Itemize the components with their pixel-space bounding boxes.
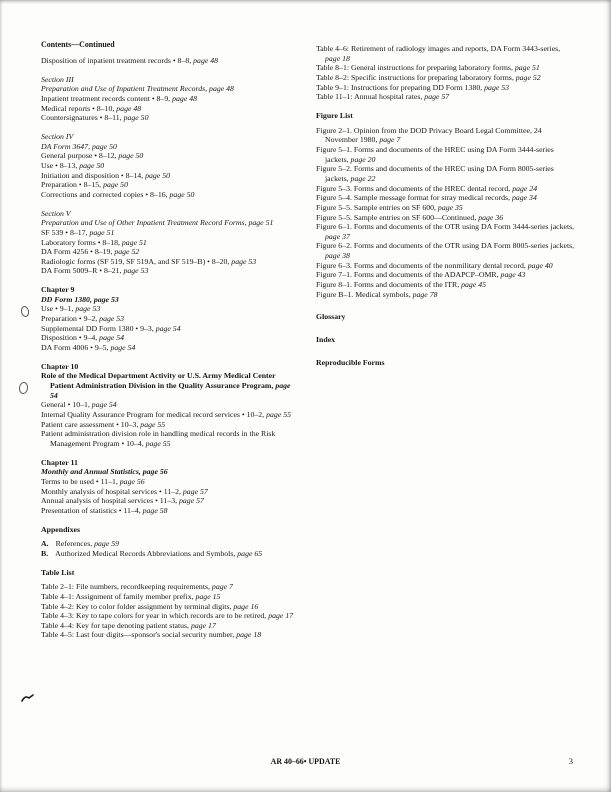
- toc-entry: [316, 184, 576, 194]
- toc-entry-page: page 50: [101, 180, 128, 190]
- toc-heading: [41, 285, 297, 295]
- toc-entry: [41, 602, 297, 612]
- toc-columns: [41, 40, 576, 640]
- toc-entry-text: Chapter 9: [41, 285, 75, 295]
- toc-entry-text: Figure 5–4. Sample message format for stray medical records,: [316, 193, 510, 203]
- toc-entry-text: General purpose • 8–12,: [41, 151, 117, 161]
- toc-entry-page: page 45: [459, 280, 487, 290]
- toc-entry-text: Table 4–2: Key to color folder assignment by terminal digits,: [41, 601, 232, 611]
- toc-entry: [41, 429, 297, 448]
- document-id: AR 40–66• UPDATE: [270, 757, 341, 766]
- toc-entry: [316, 63, 576, 73]
- toc-entry-page: page 50: [116, 151, 144, 161]
- toc-entry-text: DA Form 3647, page 50: [41, 141, 117, 151]
- toc-entry: [41, 611, 297, 621]
- toc-entry-page: page 55: [143, 438, 171, 448]
- toc-entry-page: page 20: [348, 154, 376, 164]
- toc-entry-page: page 50: [77, 160, 105, 170]
- toc-entry-page: page 58: [140, 505, 168, 515]
- toc-entry-text: Patient administration division role in handling medical records in the Risk Management Program • 10–4,: [41, 429, 276, 448]
- left-column: [41, 40, 297, 640]
- toc-entry-page: page 18: [325, 53, 350, 63]
- toc-entry-text: Reproducible Forms: [316, 357, 385, 367]
- pen-mark-icon: [21, 692, 35, 710]
- toc-entry-page: page 57: [422, 92, 450, 102]
- toc-entry-text: Table 4–3: Key to tape colors for year in which records are to be retired,: [41, 611, 267, 621]
- toc-entry: [41, 161, 297, 171]
- toc-entry-page: page 59: [92, 539, 120, 549]
- toc-entry-text: Glossary: [316, 312, 346, 322]
- toc-entry-page: page 53: [482, 82, 510, 92]
- toc-entry-page: page 24: [510, 183, 538, 193]
- toc-entry: [41, 190, 297, 200]
- toc-entry-text: Disposition • 9–4,: [41, 333, 98, 343]
- toc-heading: [41, 525, 297, 535]
- toc-entry: [41, 496, 297, 506]
- toc-entry: [41, 506, 297, 516]
- toc-entry-text: Table List: [41, 567, 75, 577]
- toc-entry-text: Use • 9–1,: [41, 304, 74, 314]
- toc-entry-page: page 53: [97, 314, 125, 324]
- toc-entry-page: page 53: [121, 266, 149, 276]
- toc-entry: [41, 630, 297, 640]
- toc-entry-text: Monthly analysis of hospital services • 11–2,: [41, 486, 181, 496]
- scan-ring-mark-icon: [18, 381, 29, 394]
- toc-entry-text: Figure B–1. Medical symbols,: [316, 289, 411, 299]
- toc-heading: [316, 312, 576, 322]
- toc-entry-text: Preparation • 8–15,: [41, 180, 102, 190]
- toc-entry-text: Figure 5–2. Forms and documents of the HREC using DA Form 8005-series jackets,: [316, 164, 554, 183]
- toc-entry-text: Presentation of statistics • 11–4,: [41, 505, 141, 515]
- scan-ring-mark-icon: [20, 305, 30, 317]
- toc-entry: [41, 180, 297, 190]
- toc-entry-text: Figure 6–3. Forms and documents of the nonmilitary dental record,: [316, 260, 526, 270]
- toc-heading: [41, 568, 297, 578]
- toc-entry-text: Chapter 11: [41, 457, 78, 467]
- toc-entry-text: Supplemental DD Form 1380 • 9–3,: [41, 323, 154, 333]
- toc-entry-page: page 51: [119, 237, 147, 247]
- toc-entry-text: Laboratory forms • 8–18,: [41, 237, 120, 247]
- toc-entry: [41, 238, 297, 248]
- toc-entry-page: page 53: [73, 304, 101, 314]
- toc-entry: [41, 621, 297, 631]
- toc-entry-text: Terms to be used • 11–1,: [41, 476, 118, 486]
- toc-entry: [41, 171, 297, 181]
- toc-section-line: [41, 84, 297, 94]
- toc-entry: [41, 549, 297, 559]
- toc-chapter-title: [41, 467, 297, 477]
- toc-entry-page: page 17: [266, 611, 294, 621]
- toc-entry-page: page 40: [525, 260, 553, 270]
- toc-entry-text: Figure 7–1. Forms and documents of the ADAPCP–OMR,: [316, 270, 499, 280]
- toc-entry: [316, 73, 576, 83]
- toc-heading: [316, 111, 576, 121]
- toc-entry-text: Preparation and Use of Inpatient Treatment Records, page 48: [41, 84, 234, 94]
- toc-entry-prefix: B.: [41, 548, 49, 558]
- toc-chapter-title: [41, 295, 297, 305]
- toc-entry-text: DA Form 4006 • 9–5,: [41, 343, 109, 353]
- contents-continued-header: Contents—Continued: [41, 40, 115, 49]
- toc-entry: [316, 203, 576, 213]
- toc-entry: [316, 280, 576, 290]
- toc-entry-text: Table 4–5: Last four digits—sponsor's social security number,: [41, 630, 235, 640]
- toc-entry-page: page 54: [50, 381, 291, 400]
- toc-entry-text: Table 8–1: General instructions for preparing laboratory forms,: [316, 63, 513, 73]
- toc-heading: [41, 362, 297, 372]
- toc-section-line: [41, 75, 297, 85]
- toc-entry: [41, 400, 297, 410]
- toc-entry: [41, 333, 297, 343]
- toc-entry-text: Preparation and Use of Other Inpatient Treatment Record Forms, page 51: [41, 218, 274, 228]
- page-number: 3: [568, 757, 573, 766]
- toc-section-line: [41, 132, 297, 142]
- toc-entry-text: Internal Quality Assurance Program for medical record services • 10–2,: [41, 410, 265, 419]
- toc-entry-text: DA Form 5009–R • 8–21,: [41, 266, 122, 276]
- toc-entry-text: General • 10–1,: [41, 400, 90, 410]
- toc-entry-text: Figure 2–1. Opinion from the DOD Privacy Board Legal Committee, 24 November 1980,: [316, 125, 542, 145]
- toc-entry-page: page 7: [377, 135, 401, 145]
- toc-entry-page: page 53: [229, 256, 257, 266]
- toc-entry-page: page 54: [153, 323, 181, 333]
- toc-entry-text: DA Form 4256 • 8–19,: [41, 247, 113, 257]
- toc-entry-text: Figure 5–3. Forms and documents of the HREC dental record,: [316, 183, 511, 193]
- toc-entry-page: page 50: [143, 170, 170, 180]
- toc-entry-text: Inpatient treatment records content • 8–9,: [41, 93, 171, 103]
- toc-entry-page: page 50: [121, 113, 149, 123]
- toc-heading: [41, 458, 297, 468]
- toc-entry: [41, 420, 297, 430]
- toc-entry: [41, 247, 297, 257]
- toc-entry-page: page 16: [231, 601, 259, 611]
- toc-entry-prefix: A.: [41, 539, 49, 549]
- toc-entry-page: page 54: [108, 343, 136, 353]
- toc-entry-text: Table 4–1: Assignment of family member prefix,: [41, 591, 194, 601]
- toc-entry-text: Annual analysis of hospital services • 11–3,: [41, 496, 178, 506]
- toc-entry: [41, 94, 297, 104]
- toc-entry-page: page 22: [348, 173, 376, 183]
- toc-entry-text: DD Form 1380, page 53: [41, 294, 119, 304]
- toc-entry-page: page 37: [325, 231, 350, 241]
- toc-entry: [41, 104, 297, 114]
- toc-entry-page: page 57: [177, 496, 204, 506]
- toc-entry-text: References,: [55, 539, 93, 549]
- toc-entry-page: page 35: [435, 202, 463, 212]
- toc-entry-text: Patient care assessment • 10–3,: [41, 419, 139, 429]
- toc-entry-text: Section V: [41, 208, 71, 218]
- toc-entry-page: page 52: [112, 247, 140, 257]
- toc-entry-page: page 48: [114, 103, 142, 113]
- toc-heading: [41, 371, 297, 400]
- toc-entry: [41, 257, 297, 267]
- toc-entry-text: Role of the Medical Department Activity or U.S. Army Medical Center Patient Administration Division in the Quality Assurance Program,: [41, 371, 276, 391]
- toc-entry: [41, 477, 297, 487]
- toc-entry: [41, 304, 297, 314]
- toc-entry-page: page 54: [97, 333, 125, 343]
- toc-entry-page: page 36: [476, 212, 504, 222]
- toc-entry-text: Monthly and Annual Statistics, page 56: [41, 467, 168, 477]
- toc-entry-page: page 57: [180, 486, 208, 496]
- toc-entry-text: Section III: [41, 74, 74, 84]
- toc-entry: [316, 83, 576, 93]
- toc-entry: [41, 314, 297, 324]
- toc-entry-text: Countersignatures • 8–11,: [41, 113, 122, 123]
- toc-entry: [41, 113, 297, 123]
- toc-entry: [316, 44, 576, 63]
- toc-entry-page: page 7: [209, 582, 233, 592]
- toc-entry-text: Corrections and corrected copies • 8–16,: [41, 189, 168, 199]
- toc-entry-page: page 17: [189, 620, 216, 630]
- toc-entry-page: page 48: [191, 56, 219, 65]
- toc-entry: [41, 228, 297, 238]
- toc-entry-text: Table 4–4: Key for tape denoting patient status,: [41, 620, 189, 630]
- toc-entry: [41, 410, 297, 420]
- toc-heading: [316, 358, 576, 368]
- toc-entry: [41, 487, 297, 497]
- toc-entry-page: page 56: [117, 476, 145, 486]
- toc-entry: [316, 145, 576, 164]
- toc-entry-page: page 54: [89, 400, 117, 410]
- toc-entry-text: Figure 5–1. Forms and documents of the HREC using DA Form 3444-series jackets,: [316, 144, 554, 164]
- toc-entry-page: page 15: [193, 591, 221, 601]
- toc-section-line: [41, 142, 297, 152]
- toc-section-line: [41, 218, 297, 228]
- toc-entry-text: Figure 6–1. Forms and documents of the OTR using DA Form 3444-series jackets,: [316, 222, 575, 232]
- toc-entry: [41, 324, 297, 334]
- toc-entry-text: Figure 5–5. Sample entries on SF 600—Continued,: [316, 212, 477, 222]
- toc-entry-page: page 51: [512, 63, 540, 73]
- toc-entry: [41, 539, 297, 549]
- toc-entry-text: Table 11–1: Annual hospital rates,: [316, 92, 423, 102]
- toc-entry: [316, 261, 576, 271]
- toc-entry: [316, 270, 576, 280]
- toc-entry-page: page 50: [167, 189, 195, 199]
- toc-entry-text: Table 9–1: Instructions for preparing DD Form 1380,: [316, 82, 483, 92]
- toc-entry-text: Medical reports • 8–10,: [41, 103, 115, 113]
- toc-entry-text: Table 2–1: File numbers, recordkeeping requirements,: [41, 582, 210, 592]
- toc-entry-page: page 18: [234, 630, 262, 640]
- toc-entry: [316, 241, 576, 260]
- left-toc-list: [41, 56, 297, 640]
- toc-entry-text: Index: [316, 335, 336, 345]
- toc-entry-text: Preparation • 9–2,: [41, 314, 98, 324]
- toc-entry-text: Radiologic forms (SF 519, SF 519A, and SF 519–B) • 8–20,: [41, 256, 230, 266]
- toc-entry-page: page 43: [498, 270, 526, 280]
- toc-entry: [41, 343, 297, 353]
- toc-entry-page: page 38: [325, 251, 350, 261]
- toc-entry-page: page 55: [138, 419, 166, 429]
- toc-entry-text: Chapter 10: [41, 361, 79, 371]
- toc-entry-text: Table 8–2: Specific instructions for preparing laboratory forms,: [316, 72, 514, 82]
- toc-entry-page: page 55: [264, 410, 291, 419]
- right-column: [316, 40, 576, 640]
- toc-entry-text: Figure 5–5. Sample entries on SF 600,: [316, 202, 436, 212]
- toc-entry: [41, 56, 297, 66]
- toc-entry: [316, 126, 576, 145]
- toc-entry-text: Appendixes: [41, 524, 80, 534]
- toc-entry-page: page 52: [513, 72, 541, 82]
- toc-entry: [316, 193, 576, 203]
- toc-entry: [41, 582, 297, 592]
- toc-entry-page: page 48: [170, 93, 198, 103]
- toc-entry-page: page 51: [87, 227, 115, 237]
- toc-entry: [316, 92, 576, 102]
- toc-section-line: [41, 209, 297, 219]
- toc-entry-page: page 65: [235, 548, 263, 558]
- toc-entry: [41, 266, 297, 276]
- toc-entry-page: page 78: [410, 289, 438, 299]
- toc-entry: [316, 290, 576, 300]
- toc-entry-text: SF 539 • 8–17,: [41, 227, 88, 237]
- toc-entry-text: Use • 8–13,: [41, 160, 78, 170]
- toc-entry-text: Table 4–6: Retirement of radiology images and reports, DA Form 3443-series,: [316, 44, 561, 53]
- toc-entry-text: Section IV: [41, 131, 74, 141]
- right-toc-list: [316, 44, 576, 367]
- toc-entry: [316, 164, 576, 183]
- toc-entry-text: Figure 8–1. Forms and documents of the ITR,: [316, 280, 460, 290]
- page-footer: [0, 757, 611, 766]
- toc-entry-text: Disposition of inpatient treatment records • 8–8,: [41, 56, 192, 65]
- toc-entry: [316, 222, 576, 241]
- toc-entry: [41, 151, 297, 161]
- toc-entry-text: Figure List: [316, 110, 353, 120]
- toc-entry-text: Figure 6–2. Forms and documents of the OTR using DA Form 8005-series jackets,: [316, 241, 575, 251]
- toc-heading: [316, 335, 576, 345]
- toc-entry: [41, 592, 297, 602]
- toc-entry-page: page 34: [510, 193, 537, 203]
- toc-entry-text: Authorized Medical Records Abbreviations and Symbols,: [55, 548, 236, 558]
- toc-entry-text: Initiation and disposition • 8–14,: [41, 170, 144, 180]
- toc-entry: [316, 213, 576, 223]
